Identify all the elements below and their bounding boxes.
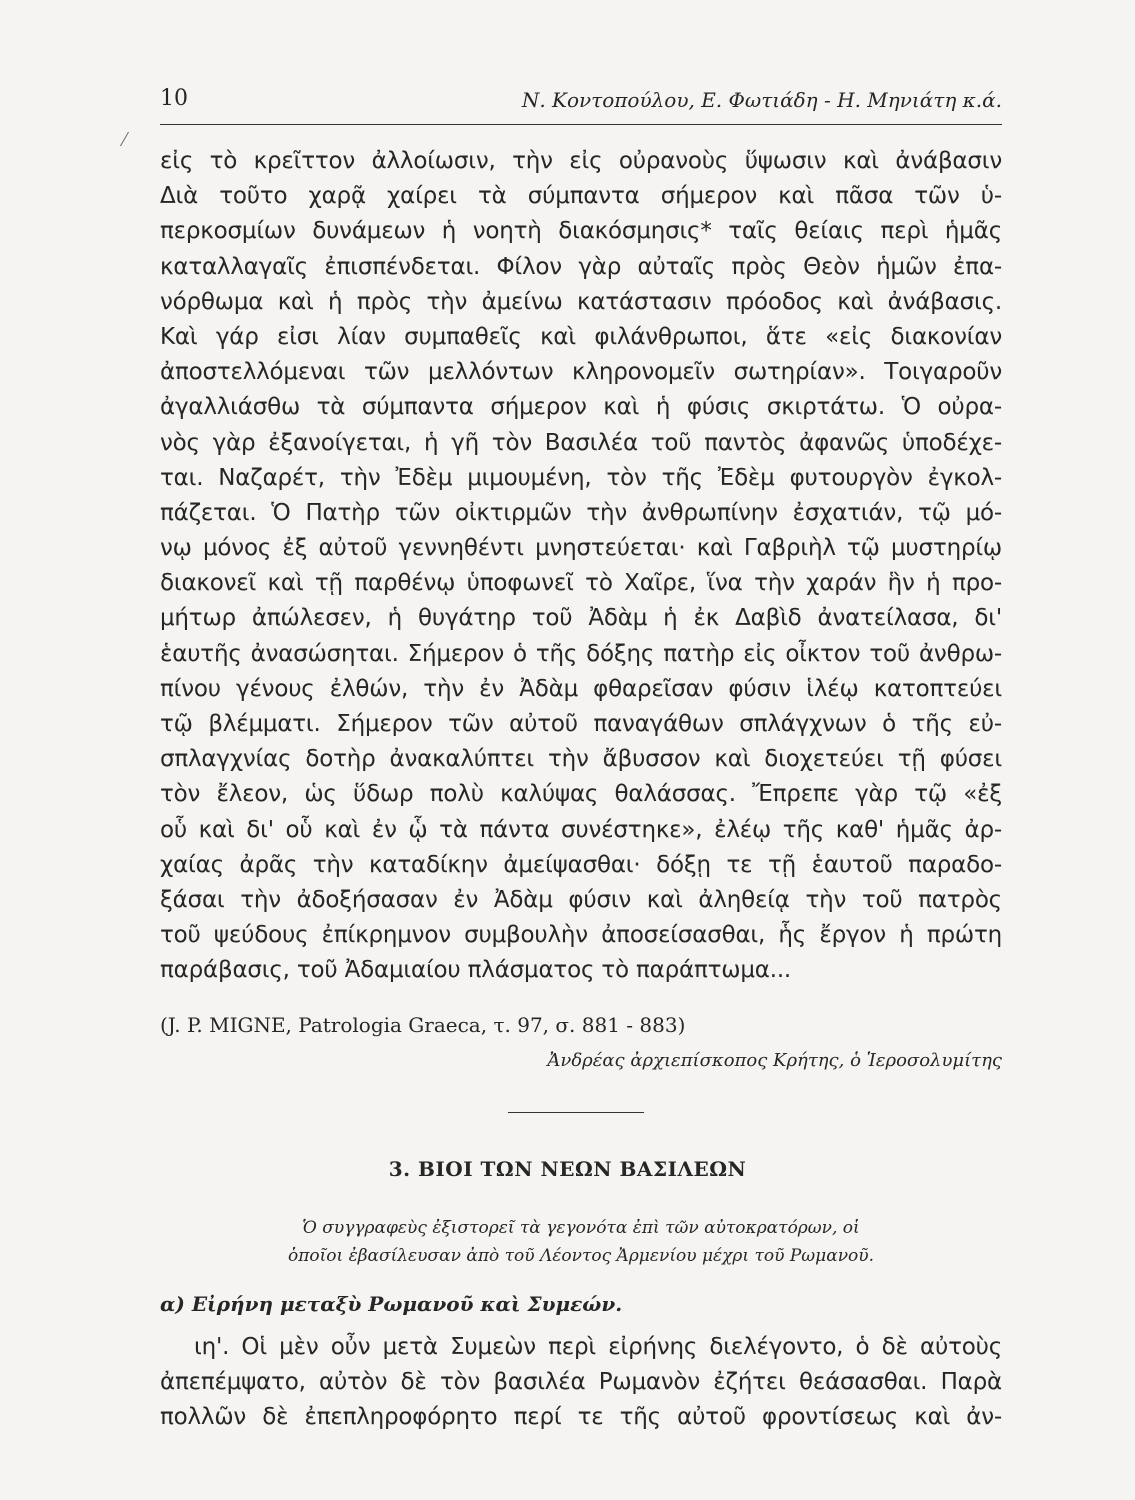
text-line: καταλλαγαῖς ἐπισπένδεται. Φίλον γὰρ αὐταῖς πρὸς Θεὸν ἡμῶν ἐπα- <box>160 253 1002 280</box>
text-line: εἰς τὸ κρεῖττον ἀλλοίωσιν, τὴν εἰς οὐρανοὺς ὕψωσιν καὶ ἀνάβασιν <box>160 148 1002 174</box>
text-line: παράβασις, τοῦ Ἀδαμιαίου πλάσματος τὸ παράπτωμα... <box>160 957 792 984</box>
text-line: ἑαυτῆς ἀνασώσηται. Σήμερον ὁ τῆς δόξης πατὴρ εἰς οἶκτον τοῦ ἀνθρω- <box>160 640 1002 667</box>
subsection-title: α) Εἰρήνη μεταξὺ Ρωμανοῦ καὶ Συμεών. <box>160 1292 623 1316</box>
citation: (J. P. MIGNE, Patrologia Graeca, τ. 97, σ. 881 - 883) <box>160 1013 686 1037</box>
text-line: τοῦ ψεύδους ἐπίκρημνον συμβουλὴν ἀποσείσασθαι, ἧς ἔργον ἡ πρώτη <box>160 922 1002 949</box>
summary-line: Ὁ συγγραφεὺς ἐξιστορεῖ τὰ γεγονότα ἐπὶ τῶν αὐτοκρατόρων, οἱ <box>302 1218 860 1238</box>
closing-text <box>160 1330 1002 1436</box>
text-line: τὸν ἔλεον, ὡς ὕδωρ πολὺ καλύψας θαλάσσας. Ἔπρεπε γὰρ τῷ «ἐξ <box>160 781 1002 808</box>
text-line: τῷ βλέμματι. Σήμερον τῶν αὐτοῦ παναγάθων σπλάγχνων ὁ τῆς εὐ- <box>160 711 1002 737</box>
text-line: ἀγαλλιάσθω τὰ σύμπαντα σήμερον καὶ ἡ φύσις σκιρτάτω. Ὁ οὐρα- <box>160 394 1002 421</box>
page-number: 10 <box>160 86 188 111</box>
text-line: Διὰ τοῦτο χαρᾷ χαίρει τὰ σύμπαντα σήμερον καὶ πᾶσα τῶν ὑ- <box>160 183 1002 210</box>
text-line: σπλαγχνίας δοτὴρ ἀνακαλύπτει τὴν ἄβυσσον καὶ διοχετεύει τῇ φύσει <box>160 746 1002 773</box>
text-line: μήτωρ ἀπώλεσεν, ἡ θυγάτηρ τοῦ Ἀδὰμ ἡ ἐκ Δαβὶδ ἀνατείλασα, δι' <box>160 605 1002 632</box>
text-line: πολλῶν δὲ ἐπεπληροφόρητο περί τε τῆς αὐτοῦ φροντίσεως καὶ ἀν- <box>160 1404 1002 1431</box>
text-line: ξάσαι τὴν ἀδοξήσασαν ἐν Ἀδὰμ φύσιν καὶ ἀληθείᾳ τὴν τοῦ πατρὸς <box>160 886 1002 913</box>
text-line: περκοσμίων δυνάμεων ἡ νοητὴ διακόσμησις* ταῖς θείαις περὶ ἡμᾶς <box>160 218 1002 245</box>
section-title: 3. ΒΙΟΙ ΤΩΝ ΝΕΩΝ ΒΑΣΙΛΕΩΝ <box>388 1157 747 1181</box>
main-text <box>160 144 1002 989</box>
text-line: ται. Ναζαρέτ, τὴν Ἐδὲμ μιμουμένη, τὸν τῆς Ἐδὲμ φυτουργὸν ἐγκολ- <box>160 464 1002 491</box>
text-line: διακονεῖ καὶ τῇ παρθένῳ ὑποφωνεῖ τὸ Χαῖρε, ἵνα τὴν χαράν ἣν ἡ προ- <box>160 570 1002 597</box>
text-line: ἀποστελλόμεναι τῶν μελλόντων κληρονομεῖν σωτηρίαν». Τοιγαροῦν <box>160 359 1002 386</box>
text-line: ιη'. Οἱ μὲν οὖν μετὰ Συμεὼν περὶ εἰρήνης διελέγοντο, ὁ δὲ αὐτοὺς <box>194 1334 1002 1360</box>
text-line: πάζεται. Ὁ Πατὴρ τῶν οἰκτιρμῶν τὴν ἀνθρωπίνην ἐσχατιάν, τῷ μό- <box>160 499 1002 526</box>
author-attribution: Ἀνδρέας ἀρχιεπίσκοπος Κρήτης, ὁ Ἱεροσολυμίτης <box>547 1050 1002 1071</box>
text-line: χαίας ἀρᾶς τὴν καταδίκην ἀμείψασθαι· δόξῃ τε τῇ ἑαυτοῦ παραδο- <box>160 851 1002 878</box>
running-head: Ν. Κοντοπούλου, Ε. Φωτιάδη - Η. Μηνιάτη κ.ά. <box>521 88 1002 112</box>
text-line: Καὶ γάρ εἰσι λίαν συμπαθεῖς καὶ φιλάνθρωποι, ἅτε «εἰς διακονίαν <box>160 323 1002 350</box>
text-line: οὗ καὶ δι' οὗ καὶ ἐν ᾧ τὰ πάντα συνέστηκε», ἐλέῳ τῆς καθ' ἡμᾶς ἀρ- <box>160 816 1002 843</box>
text-line: νῳ μόνος ἐξ αὐτοῦ γεννηθέντι μνηστεύεται· καὶ Γαβριὴλ τῷ μυστηρίῳ <box>160 535 1002 562</box>
section-divider <box>508 1112 644 1113</box>
text-line: νόρθωμα καὶ ἡ πρὸς τὴν ἀμείνω κατάστασιν πρόοδος καὶ ἀνάβασις. <box>160 288 1002 315</box>
section-summary <box>160 1214 1002 1270</box>
text-line: πίνου γένους ἐλθών, τὴν ἐν Ἀδὰμ φθαρεῖσαν φύσιν ἱλέῳ κατοπτεύει <box>160 675 1002 702</box>
text-line: ἀπεπέμψατο, αὐτὸν δὲ τὸν βασιλέα Ρωμανὸν ἐζήτει θεάσασθαι. Παρὰ <box>160 1369 1002 1396</box>
margin-mark <box>120 132 141 146</box>
text-line: νὸς γὰρ ἐξανοίγεται, ἡ γῆ τὸν Βασιλέα τοῦ παντὸς ἀφανῶς ὑποδέχε- <box>160 429 1002 456</box>
page-header <box>160 84 1002 125</box>
summary-line: ὁποῖοι ἐβασίλευσαν ἀπὸ τοῦ Λέοντος Ἀρμενίου μέχρι τοῦ Ρωμανοῦ. <box>287 1246 875 1266</box>
